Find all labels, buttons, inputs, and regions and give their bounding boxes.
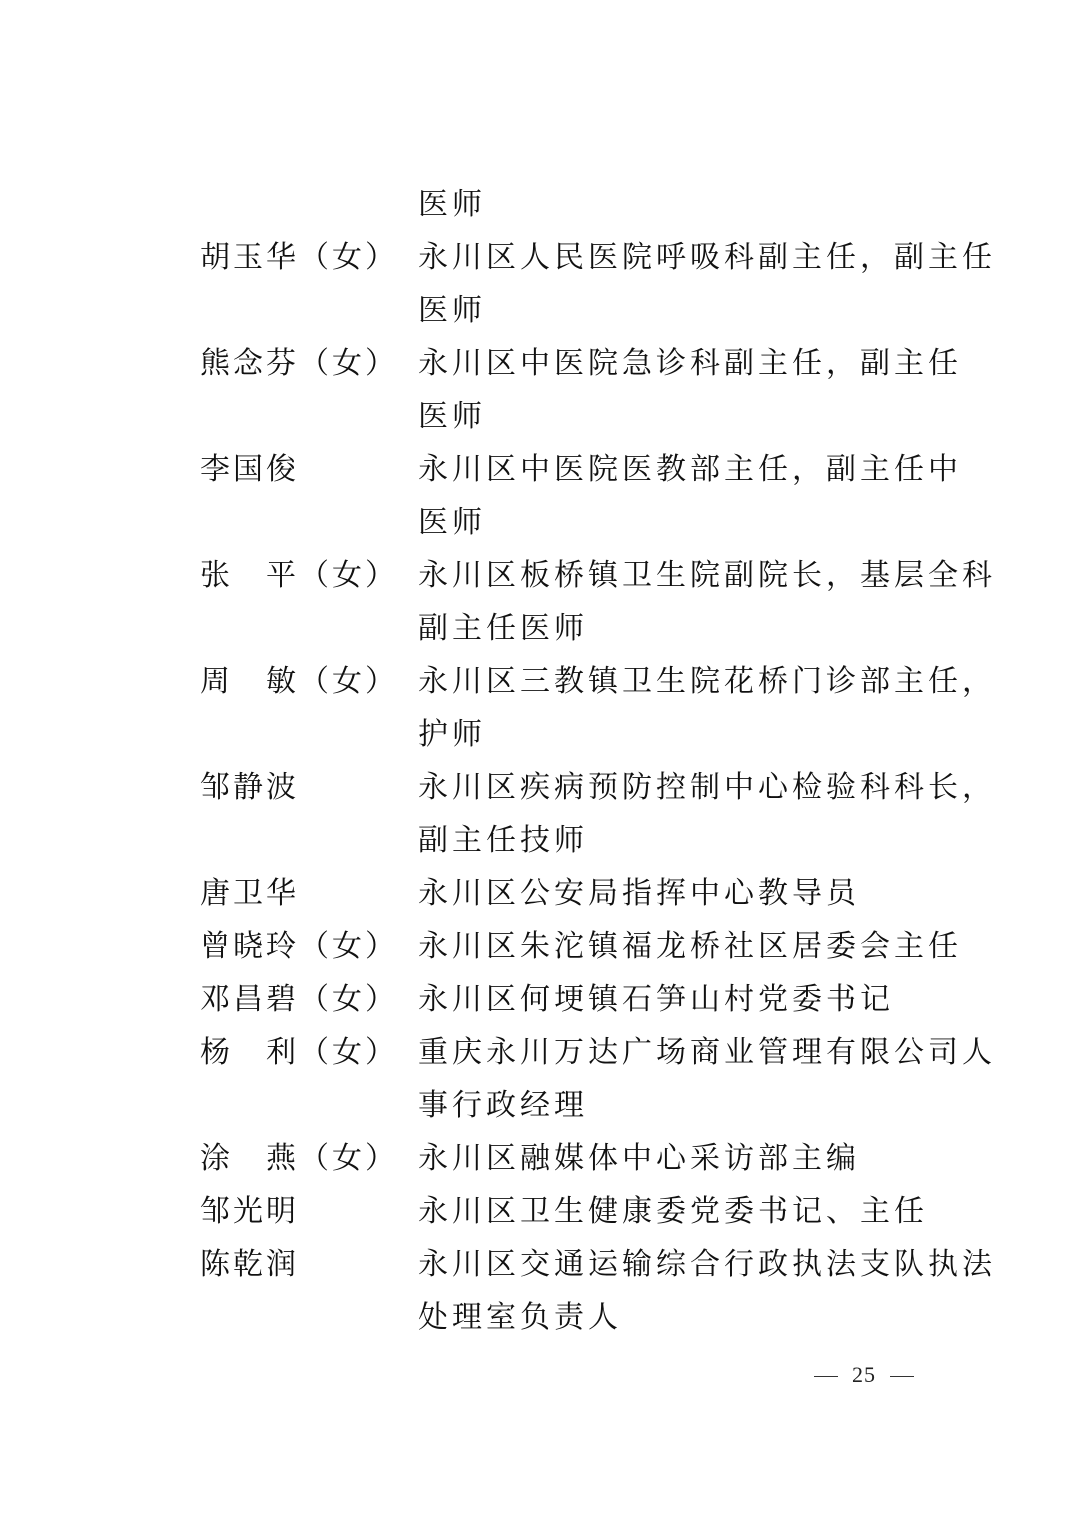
list-item <box>200 973 940 1026</box>
title-line: 永川区交通运输综合行政执法支队执法 <box>418 1247 996 1282</box>
list-item <box>200 443 962 549</box>
person-name: 邹静波 <box>200 770 299 805</box>
list-item <box>200 231 996 337</box>
person-title <box>418 337 962 443</box>
list-item <box>200 1185 940 1238</box>
list-item <box>200 337 962 443</box>
person-name: 邹光明 <box>200 1194 299 1229</box>
list-item <box>200 655 996 761</box>
title-line: 副主任技师 <box>418 823 588 858</box>
title-line: 护师 <box>418 717 486 752</box>
personnel-list <box>200 231 996 1344</box>
person-title <box>418 443 962 549</box>
list-item <box>200 1132 940 1185</box>
person-name: 李国俊 <box>200 452 299 487</box>
title-line: 永川区中医院急诊科副主任，副主任 <box>418 346 962 381</box>
person-name: 涂 燕（女） <box>200 1141 398 1176</box>
person-name: 邓昌碧（女） <box>200 982 398 1017</box>
person-title <box>418 1026 996 1132</box>
title-line: 永川区融媒体中心采访部主编 <box>418 1141 860 1176</box>
title-line: 医师 <box>418 293 486 328</box>
title-line: 医师 <box>418 505 486 540</box>
title-line: 医师 <box>418 399 486 434</box>
dash-left <box>814 1376 838 1377</box>
person-title <box>418 1185 938 1238</box>
person-name: 陈乾润 <box>200 1247 299 1282</box>
title-line: 事行政经理 <box>418 1088 588 1123</box>
person-title <box>418 973 938 1026</box>
page-footer <box>800 1362 928 1388</box>
person-name: 曾晓玲（女） <box>200 929 398 964</box>
list-item <box>200 867 940 920</box>
person-title <box>418 1238 996 1344</box>
list-item <box>200 1238 996 1344</box>
person-name: 杨 利（女） <box>200 1035 398 1070</box>
person-title <box>418 1132 938 1185</box>
title-line: 永川区板桥镇卫生院副院长，基层全科 <box>418 558 996 593</box>
person-name: 张 平（女） <box>200 558 398 593</box>
continuation-text: 医师 <box>418 187 486 222</box>
person-title <box>418 867 938 920</box>
person-name: 胡玉华（女） <box>200 240 398 275</box>
title-line: 永川区公安局指挥中心教导员 <box>418 876 860 911</box>
title-line: 副主任医师 <box>418 611 588 646</box>
person-name: 周 敏（女） <box>200 664 398 699</box>
list-item <box>200 1026 996 1132</box>
title-line: 永川区人民医院呼吸科副主任，副主任 <box>418 240 996 275</box>
title-line: 永川区中医院医教部主任，副主任中 <box>418 452 962 487</box>
title-line: 永川区疾病预防控制中心检验科科长， <box>418 770 996 805</box>
list-item <box>200 549 996 655</box>
title-line: 重庆永川万达广场商业管理有限公司人 <box>418 1035 996 1070</box>
title-line: 处理室负责人 <box>418 1300 622 1335</box>
title-line: 永川区三教镇卫生院花桥门诊部主任， <box>418 664 996 699</box>
title-line: 永川区何埂镇石笋山村党委书记 <box>418 982 894 1017</box>
title-line: 永川区卫生健康委党委书记、主任 <box>418 1194 928 1229</box>
list-item <box>200 920 962 973</box>
person-title <box>418 920 962 973</box>
list-item <box>200 761 996 867</box>
person-title <box>418 761 996 867</box>
person-name: 唐卫华 <box>200 876 299 911</box>
person-title <box>418 655 996 761</box>
person-name: 熊念芬（女） <box>200 346 398 381</box>
page-number: 25 <box>852 1362 876 1387</box>
dash-right <box>890 1376 914 1377</box>
person-title <box>418 549 996 655</box>
title-line: 永川区朱沱镇福龙桥社区居委会主任 <box>418 929 962 964</box>
person-title <box>418 231 996 337</box>
